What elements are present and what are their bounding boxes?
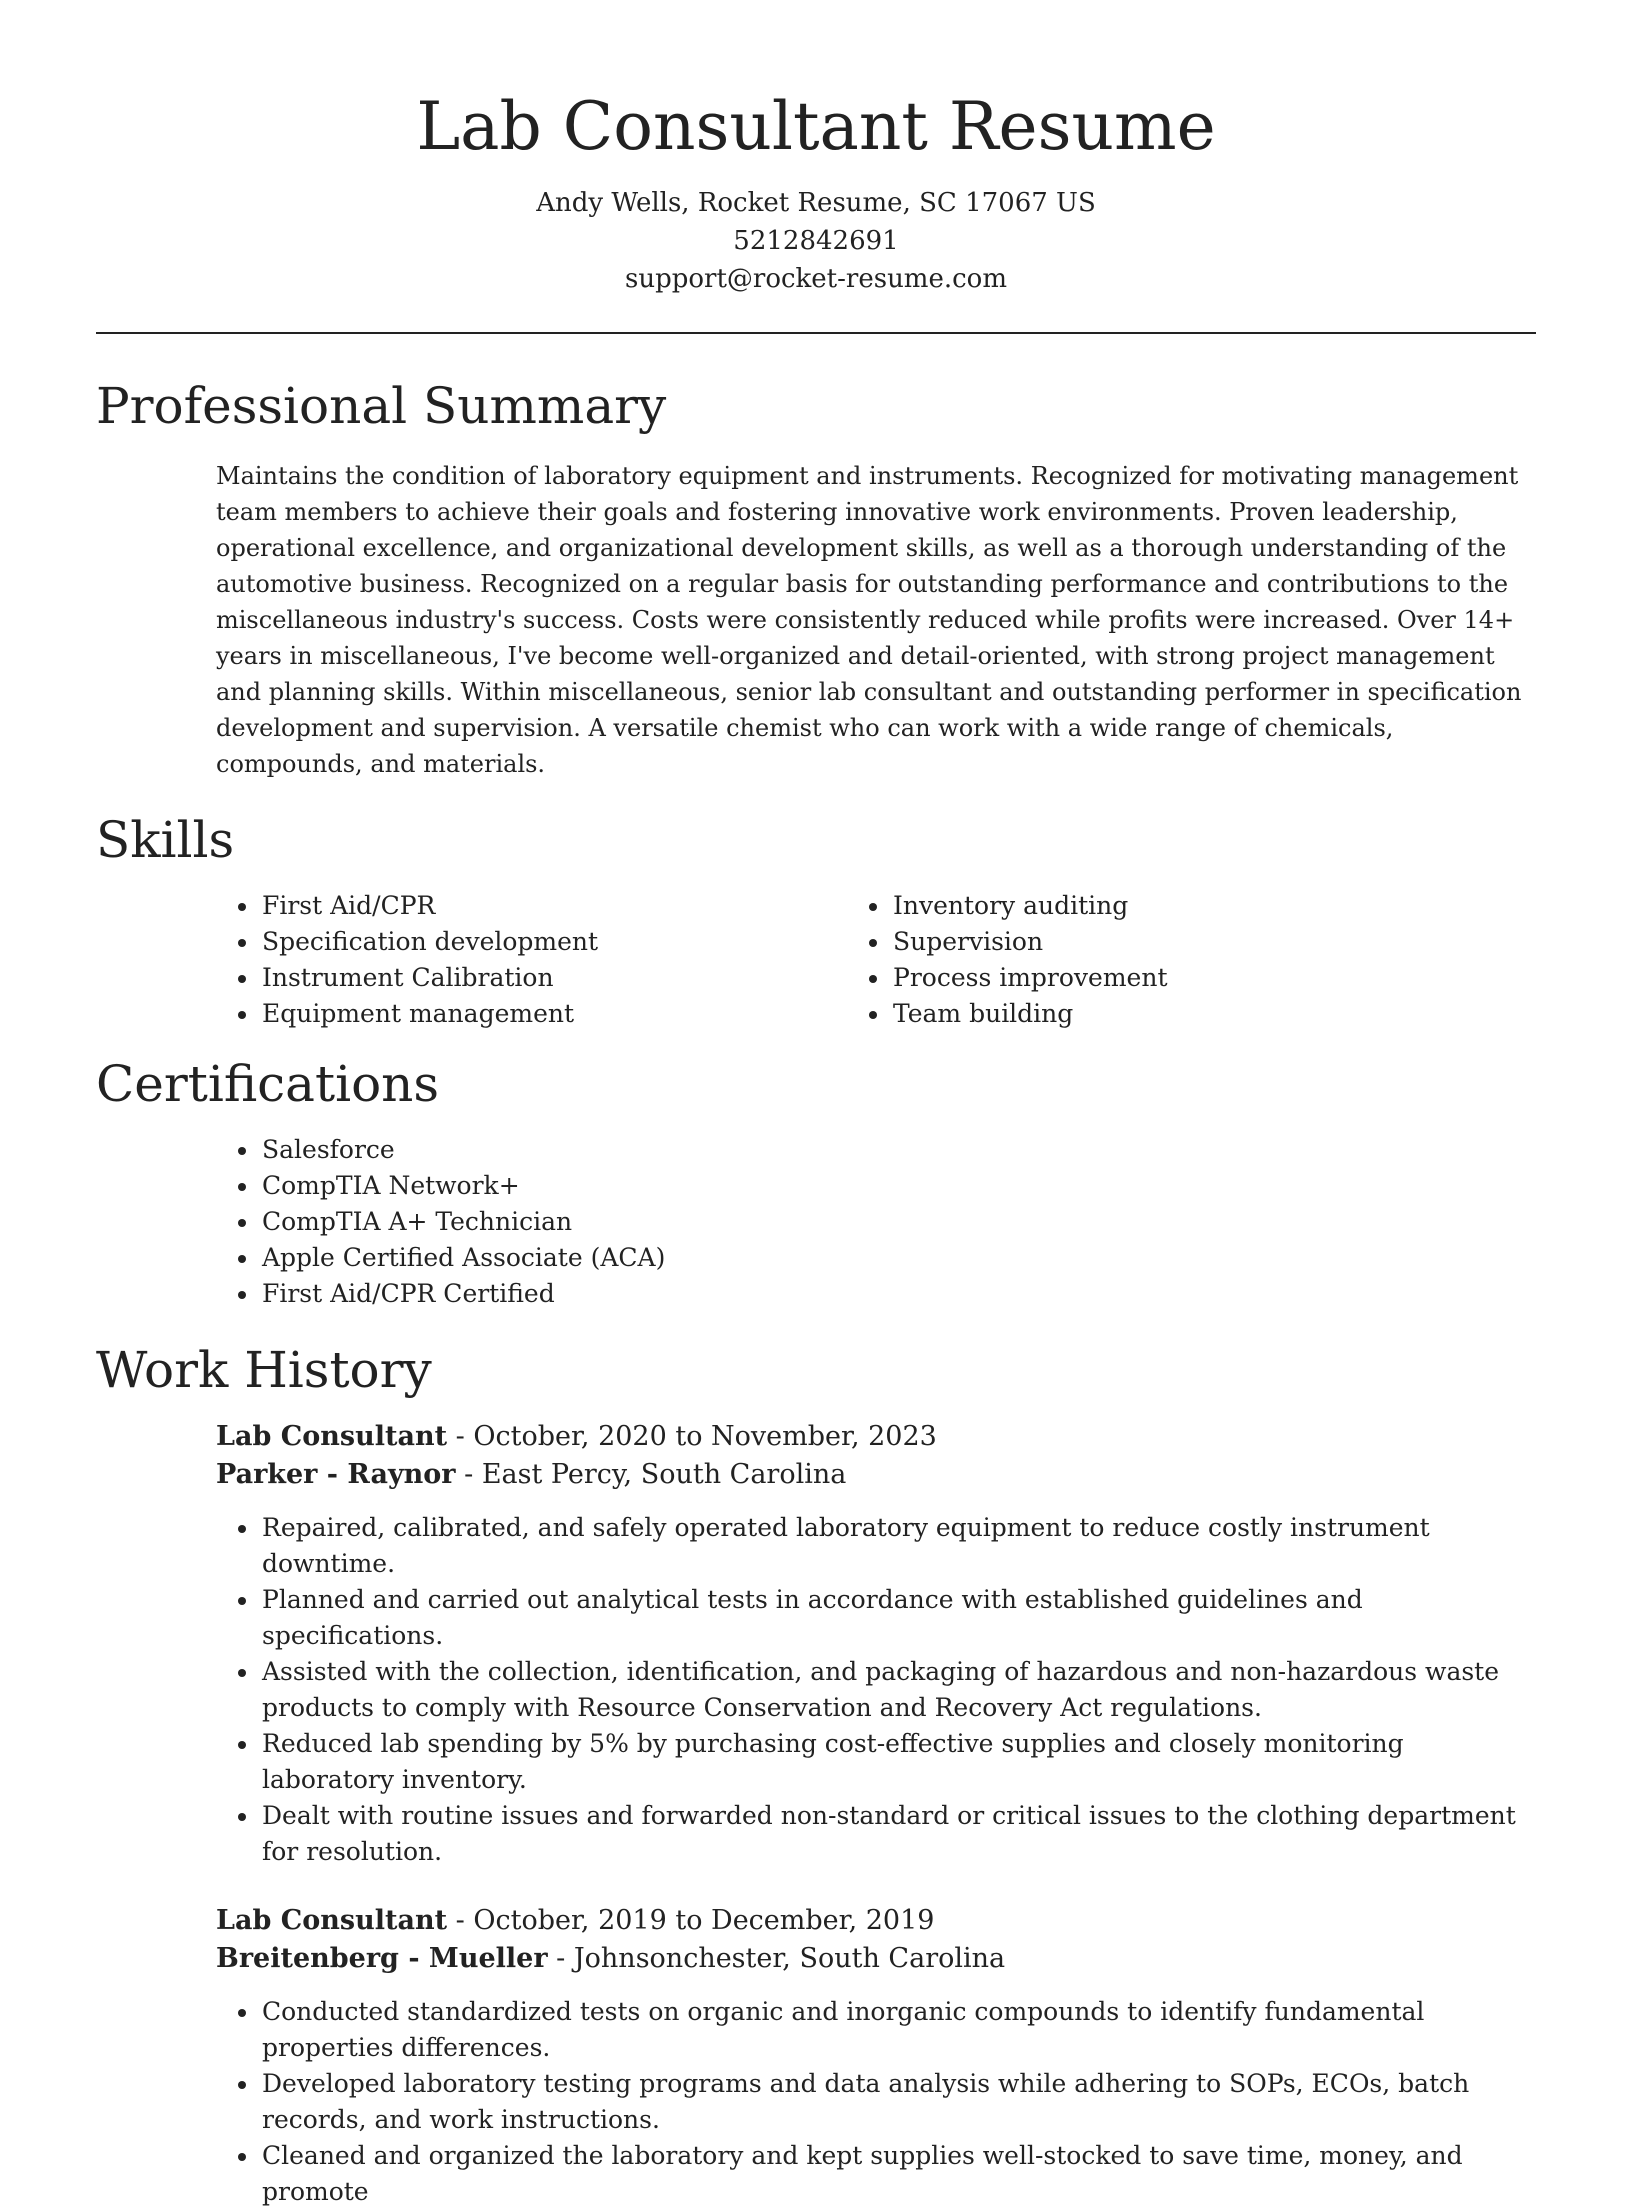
job-bullet: • Reduced lab spending by 5% by purchasing cost-effective supplies and closely monitoring laboratory inventory. <box>260 1726 1536 1798</box>
summary-heading: Professional Summary <box>96 377 667 435</box>
job-entry <box>216 1902 1536 2210</box>
skills-grid <box>96 888 1536 1032</box>
certification-item: • Salesforce <box>260 1132 1536 1168</box>
job-bullet: • Planned and carried out analytical tests in accordance with established guidelines and specifications. <box>260 1582 1536 1654</box>
skill-item: • Equipment management <box>260 996 905 1032</box>
skill-item: • Process improvement <box>891 960 1536 996</box>
job-company: Breitenberg - Mueller <box>216 1943 548 1974</box>
job-bullets <box>216 1510 1536 1870</box>
summary-text: Maintains the condition of laboratory equipment and instruments. Recognized for motivating management team members to achieve their goals and fostering innovative work environments. Proven leadership, operational excellence, and organizational development skills, as well as a thorough understanding of the automotive business. Recognized on a regular basis for outstanding performance and contributions to the miscellaneous industry's success. Costs were consistently reduced while profits were increased. Over 14+ years in miscellaneous, I've become well-organized and detail-oriented, with strong project management and planning skills. Within miscellaneous, senior lab consultant and outstanding performer in specification development and supervision. A versatile chemist who can work with a wide range of chemicals, compounds, and materials. <box>216 462 1522 778</box>
skill-item: • Instrument Calibration <box>260 960 905 996</box>
skill-item: • Specification development <box>260 924 905 960</box>
job-company: Parker - Raynor <box>216 1459 456 1490</box>
job-bullet: • Assisted with the collection, identification, and packaging of hazardous and non-hazardous waste products to comply with Resource Conservation and Recovery Act regulations. <box>260 1654 1536 1726</box>
job-bullet: • Dealt with routine issues and forwarded non-standard or critical issues to the clothing department for resolution. <box>260 1798 1536 1870</box>
contact-block <box>96 184 1536 298</box>
certification-item: • CompTIA Network+ <box>260 1168 1536 1204</box>
resume-page <box>96 0 1536 2210</box>
job-bullets <box>216 1994 1536 2210</box>
skills-list-left <box>96 888 905 1032</box>
job-bullet: • Developed laboratory testing programs and data analysis while adhering to SOPs, ECOs, batch records, and work instructions. <box>260 2066 1536 2138</box>
job-entry <box>216 1418 1536 1870</box>
skill-item: • Team building <box>891 996 1536 1032</box>
contact-phone: 5212842691 <box>733 226 899 256</box>
resume-title: Lab Consultant Resume <box>416 88 1216 165</box>
job-location: - East Percy, South Carolina <box>455 1459 847 1490</box>
job-bullet: • Cleaned and organized the laboratory and kept supplies well-stocked to save time, money, and promote <box>260 2138 1536 2210</box>
certifications-heading: Certifications <box>96 1055 440 1113</box>
job-title-line <box>216 1902 1536 1940</box>
job-bullet: • Conducted standardized tests on organic and inorganic compounds to identify fundamental properties differences. <box>260 1994 1536 2066</box>
job-bullet: • Repaired, calibrated, and safely operated laboratory equipment to reduce costly instrument downtime. <box>260 1510 1536 1582</box>
contact-address: Andy Wells, Rocket Resume, SC 17067 US <box>536 188 1096 218</box>
job-dates: - October, 2019 to December, 2019 <box>447 1905 935 1936</box>
certification-item: • CompTIA A+ Technician <box>260 1204 1536 1240</box>
job-title-line <box>216 1418 1536 1456</box>
contact-email: support@rocket-resume.com <box>624 264 1007 294</box>
job-dates: - October, 2020 to November, 2023 <box>447 1421 937 1452</box>
skill-item: • First Aid/CPR <box>260 888 905 924</box>
skills-list-right <box>891 888 1536 1032</box>
certification-item: • First Aid/CPR Certified <box>260 1276 1536 1312</box>
job-company-line <box>216 1940 1536 1978</box>
skill-item: • Supervision <box>891 924 1536 960</box>
job-title: Lab Consultant <box>216 1421 448 1452</box>
job-company-line <box>216 1456 1536 1494</box>
certification-item: • Apple Certified Associate (ACA) <box>260 1240 1536 1276</box>
job-location: - Johnsonchester, South Carolina <box>547 1943 1006 1974</box>
job-title: Lab Consultant <box>216 1905 448 1936</box>
work-history-heading: Work History <box>96 1341 432 1399</box>
header-divider <box>96 332 1536 334</box>
skills-heading: Skills <box>96 811 235 869</box>
certifications-list <box>96 1132 1536 1312</box>
skill-item: • Inventory auditing <box>891 888 1536 924</box>
